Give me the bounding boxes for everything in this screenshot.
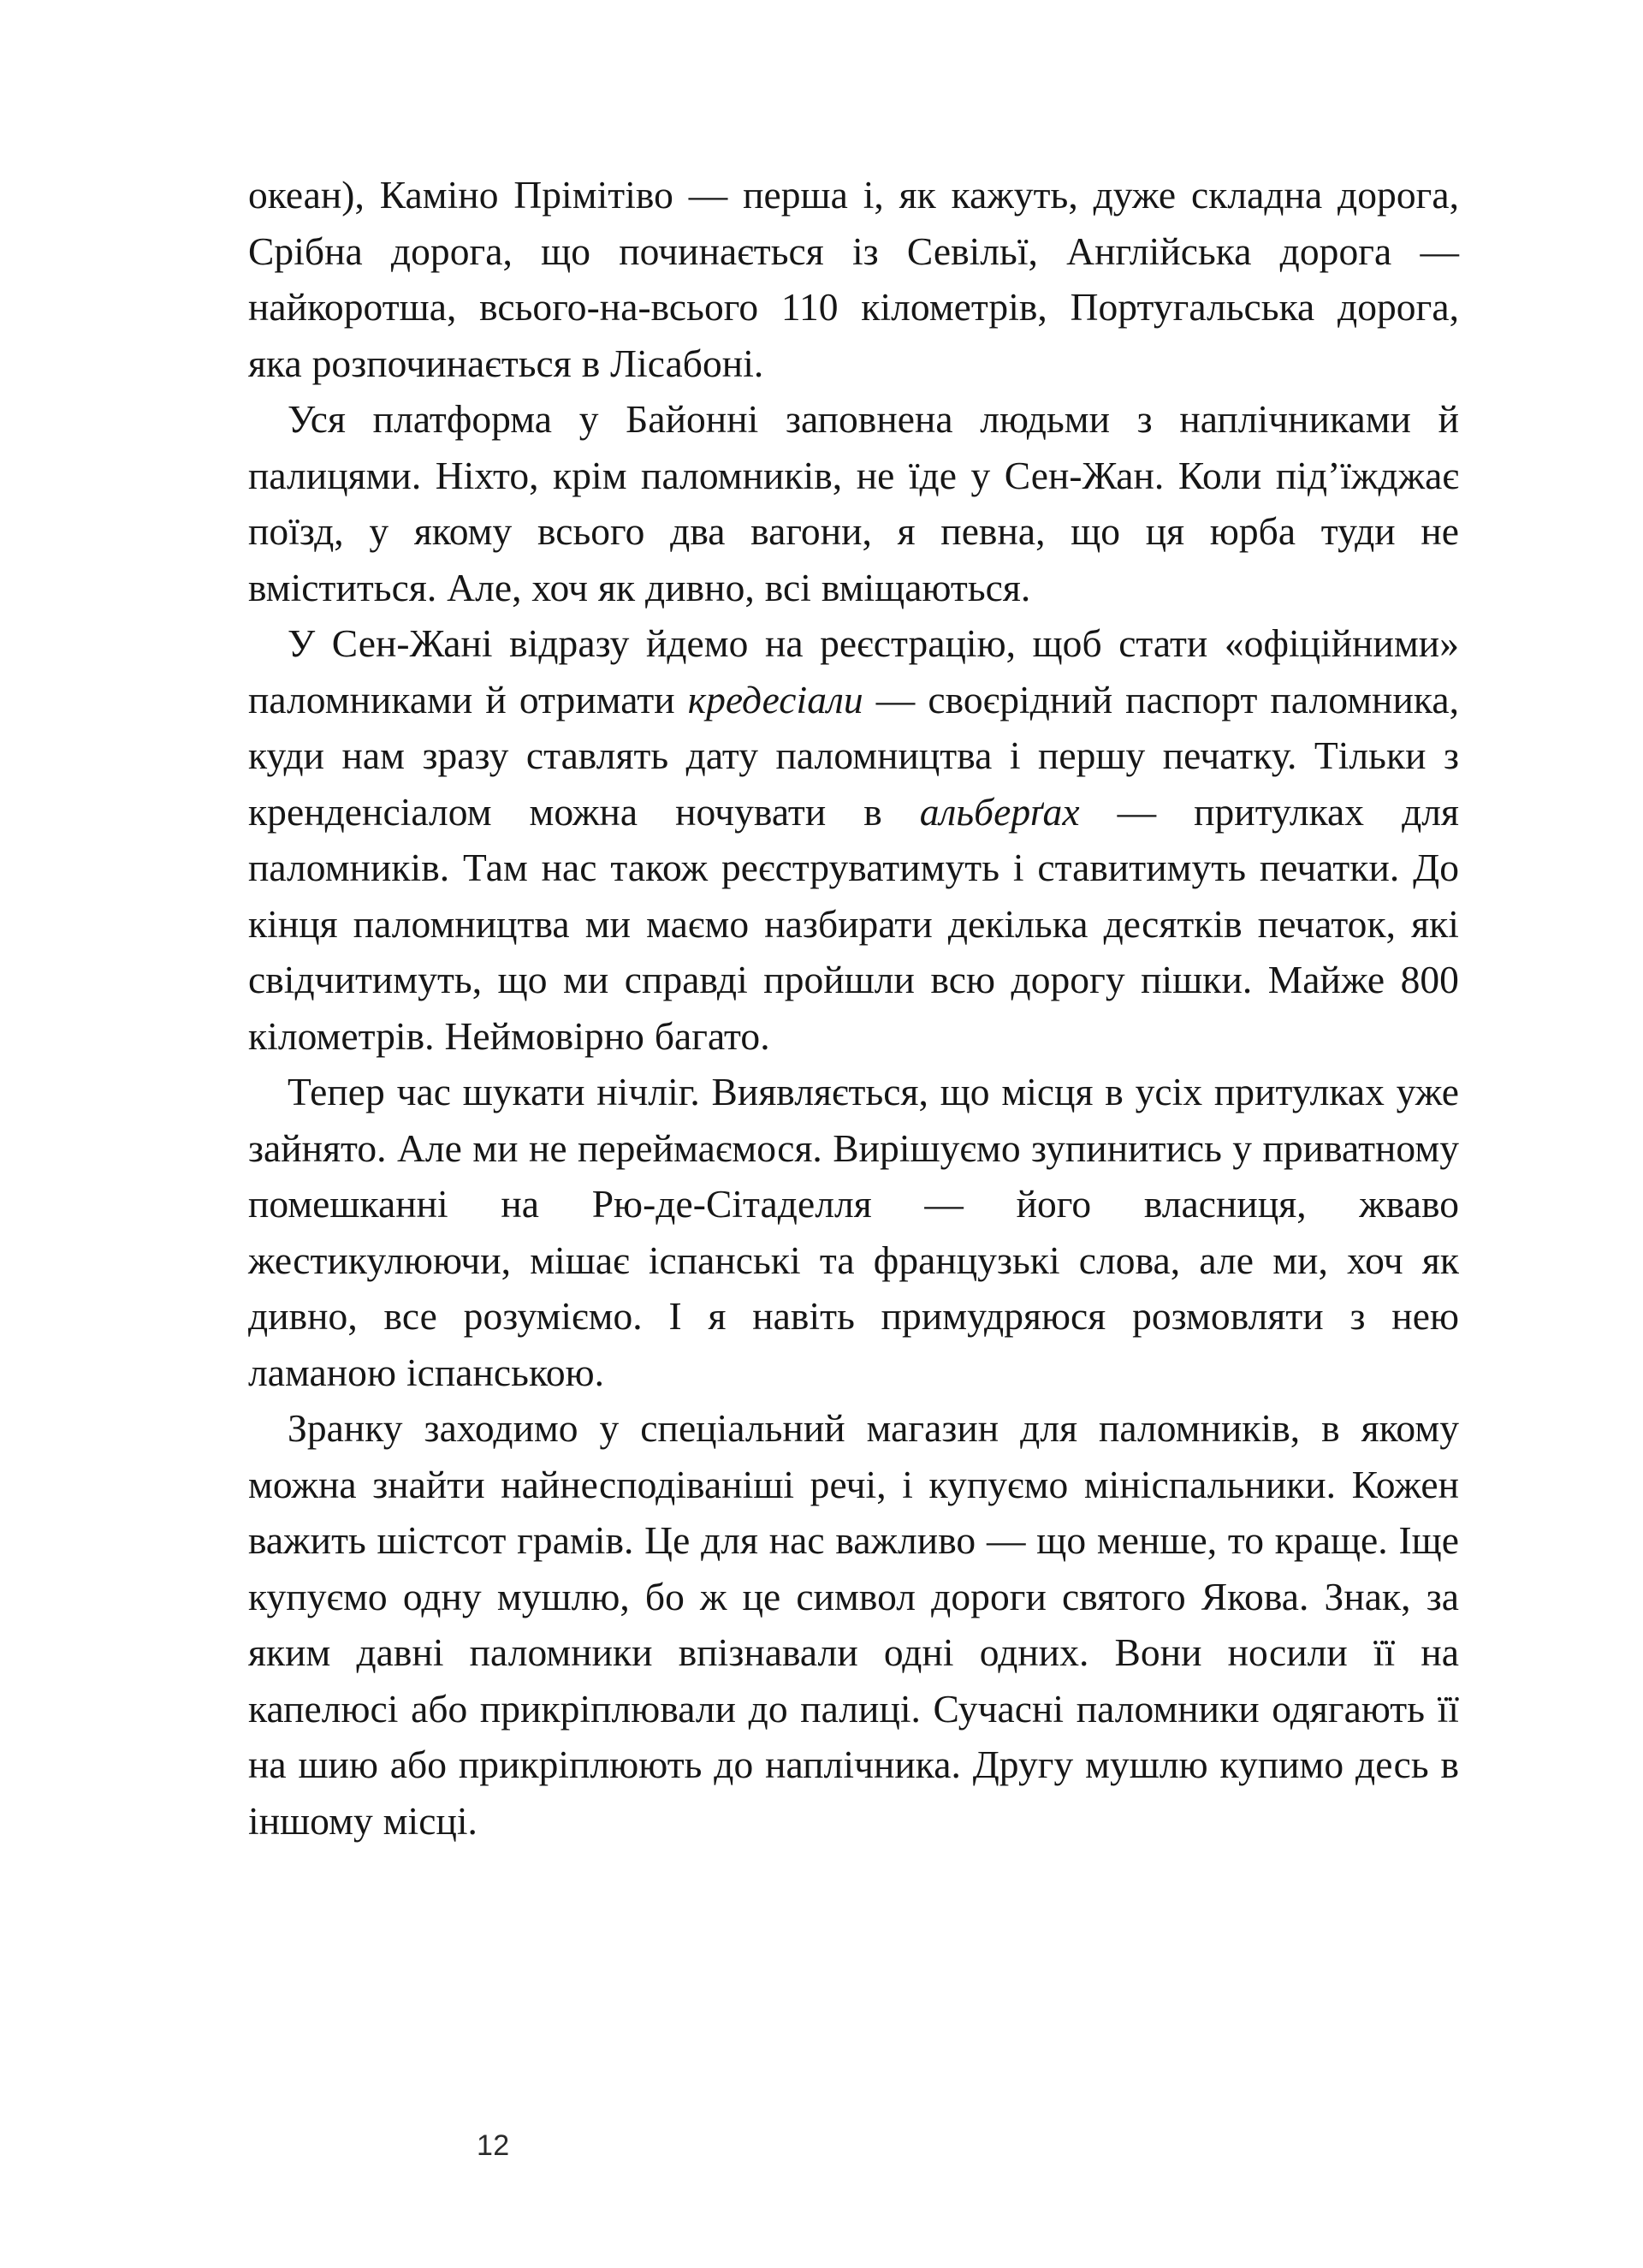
paragraph: Тепер час шукати нічліг. Виявляється, що місця в усіх притулках уже зайнято. Але ми не переймаємося. Вирішуємо зупинитись у приватному помешканні на Рю-де-Сітаделля — його власниця, жваво жестикулюючи, мішає іспанські та французькі слова, але ми, хоч як дивно, все розуміємо. І я навіть примудряюся розмовляти з нею ламаною іспанською. [248, 1070, 1459, 1394]
paragraph: океан), Каміно Прімітіво — перша і, як кажуть, дуже складна дорога, Срібна дорога, що починається із Севільї, Англійська дорога — найкоротша, всього-на-всього 110 кілометрів, Португальська дорога, яка розпочинається в Лісабоні. [248, 173, 1459, 385]
paragraph: Уся платформа у Байонні заповнена людьми з наплічниками й палицями. Ніхто, крім паломників, не їде у Сен-Жан. Коли під’їжджає поїзд, у якому всього два вагони, я певна, що ця юрба туди не вміститься. Але, хоч як дивно, всі вміщаються. [248, 397, 1459, 609]
paragraph: Зранку заходимо у спеціальний магазин для паломників, в якому можна знайти найнесподіваніші речі, і купуємо мініспальники. Кожен важить шістсот грамів. Це для нас важливо — що менше, то краще. Іще купуємо одну мушлю, бо ж це символ дороги святого Якова. Знак, за яким давні паломники впізнавали одні одних. Вони носили її на капелюсі або прикріплювали до палиці. Сучасні паломники одягають її на шию або прикріплюють до наплічника. Другу мушлю купимо десь в іншому місці. [248, 1406, 1459, 1843]
italic-term: кредесіали [687, 677, 863, 721]
paragraph: У Сен-Жані відразу йдемо на реєстрацію, щоб стати «офіційними» паломниками й отримати кредесіали — своєрідний паспорт паломника, куди нам зразу ставлять дату паломництва і першу печатку. Тільки з кренденсіалом можна ночувати в альберґах — притулках для паломників. Там нас також реєструватимуть і ставитимуть печатки. До кінця паломництва ми маємо назбирати декілька десятків печаток, які свідчитимуть, що ми справді пройшли всю дорогу пішки. Майже 800 кілометрів. Неймовірно багато. [248, 621, 1460, 1058]
body-text-block [248, 167, 1459, 1849]
page-number: 12 [477, 2129, 510, 2162]
italic-term: альберґах [919, 789, 1080, 834]
